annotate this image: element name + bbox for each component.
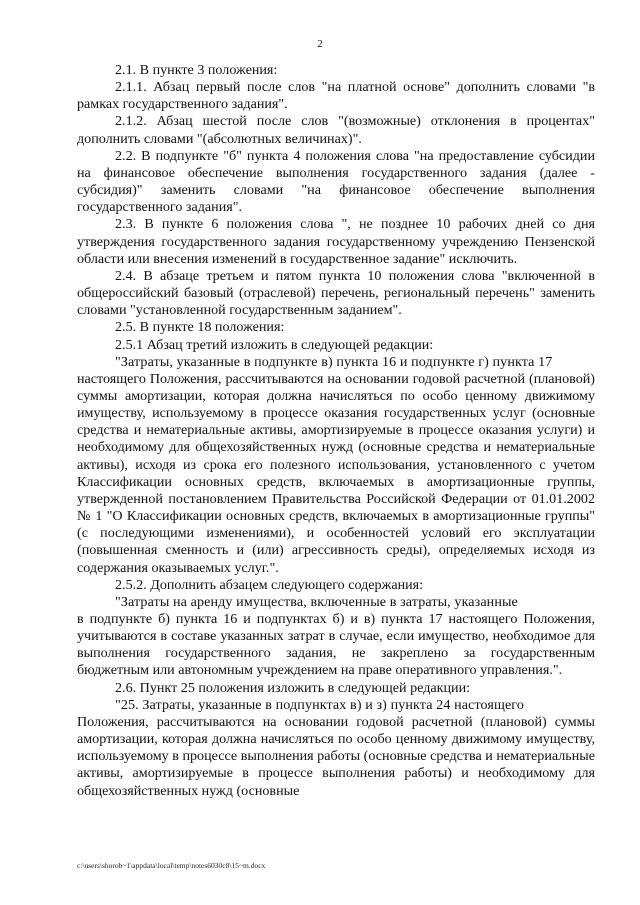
paragraph-2-5-2: 2.5.2. Дополнить абзацем следующего содержания: bbox=[115, 576, 424, 593]
paragraph-2-6: 2.6. Пункт 25 положения изложить в следующей редакции: bbox=[115, 679, 471, 696]
quote-block-2-5-2 bbox=[77, 594, 595, 680]
quote-first-line: "Затраты, указанные в подпункте в) пункта 16 и подпункте г) пункта 17 bbox=[115, 353, 553, 370]
quote-body: в подпункте б) пункта 16 и подпунктах б) и в) пункта 17 настоящего Положения, учитываются в составе указанных затрат в случае, если имущество, необходимое для выполнения государственного задания, не закреплено за государственным бюджетным или автономным учреждением на праве оперативного управления.". bbox=[77, 611, 595, 679]
page-number: 2 bbox=[317, 38, 323, 50]
quote-body: Положения, рассчитываются на основании годовой расчетной (плановой) суммы амортизации, которая должна начисляться по особо ценному движимому имуществу, используемому в процессе выполнения работы (основные средства и нематериальные активы, амортизируемые в процессе выполнения работы) и необходимому для общехозяйственных нужд (основные bbox=[77, 713, 595, 799]
quote-first-line: "Затраты на аренду имущества, включенные в затраты, указанные bbox=[115, 593, 518, 610]
paragraph-2-3: 2.3. В пункте 6 положения слова ", не позднее 10 рабочих дней со дня утверждения государственного задания государственному учреждению Пензенской области или внесения изменений в государственное задание" исключить. bbox=[77, 216, 595, 267]
paragraph-2-1-2: 2.1.2. Абзац шестой после слов "(возможные) отклонения в процентах" дополнить словами "(абсолютных величинах)". bbox=[77, 113, 595, 147]
quote-block-2-5-1 bbox=[77, 354, 595, 577]
paragraph-2-2: 2.2. В подпункте "б" пункта 4 положения слова "на предоставление субсидии на финансовое обеспечение выполнения государственного задания (далее - субсидия)" заменить словами "на финансовое обеспечение выполнения государственного задания". bbox=[77, 147, 595, 216]
paragraph-2-5-1: 2.5.1 Абзац третий изложить в следующей редакции: bbox=[115, 336, 434, 353]
quote-first-line: "25. Затраты, указанные в подпунктах в) и з) пункта 24 настоящего bbox=[115, 696, 524, 713]
document-body bbox=[77, 62, 595, 800]
paragraph-2-1: 2.1. В пункте 3 положения: bbox=[115, 62, 278, 78]
paragraph-2-5: 2.5. В пункте 18 положения: bbox=[115, 319, 285, 336]
quote-body: настоящего Положения, рассчитываются на основании годовой расчетной (плановой) суммы амортизации, которая должна начисляться по особо ценному движимому имуществу, используемому в процессе оказания государственных услуг (основные средства и нематериальные активы, амортизируемые в процессе оказания услуги) и необходимому для общехозяйственных нужд (основные средства и нематериальные активы), исходя из срока его полезного использования, установленного с учетом Классификации основных средств, включаемых в амортизационные группы, утвержденной постановлением Правительства Российской Федерации от 01.01.2002 № 1 "О Классификации основных средств, включаемых в амортизационные группы" (с последующими изменениями), и особенностей условий его эксплуатации (повышенная сменность и (или) агрессивность среды), определяемых исходя из содержания оказываемых услуг.". bbox=[77, 370, 595, 576]
paragraph-2-4: 2.4. В абзаце третьем и пятом пункта 10 положения слова "включенной в общероссийский базовый (отраслевой) перечень, региональный перечень" заменить словами "установленной государственным заданием". bbox=[77, 267, 595, 319]
quote-block-2-6 bbox=[77, 697, 595, 800]
footer-file-path: c:\users\shorob~1\appdata\local\temp\notes6030c8\15~m.docx bbox=[77, 861, 266, 870]
paragraph-2-1-1: 2.1.1. Абзац первый после слов "на платной основе" дополнить словами "в рамках государственного задания". bbox=[77, 79, 595, 113]
